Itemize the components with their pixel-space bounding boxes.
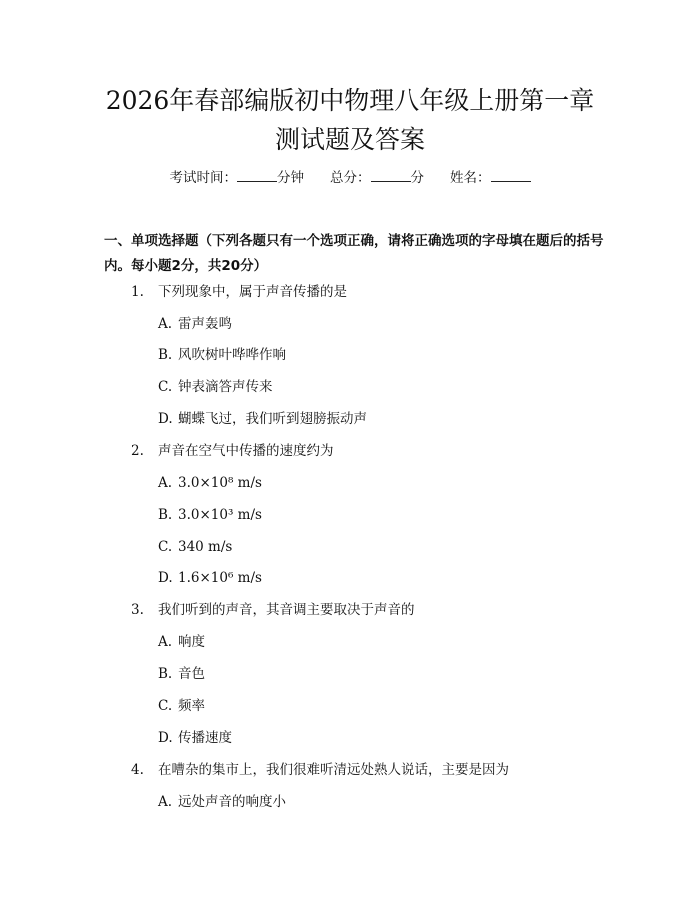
option-letter: A.	[158, 316, 173, 332]
option-letter: C.	[158, 698, 173, 714]
option-3a	[158, 632, 205, 652]
question-number: 3.	[131, 602, 144, 618]
section-heading-single-choice: 一、单项选择题（下列各题只有一个选项正确，请将正确选项的字母填在题后的括号内。每小题2分，共20分）	[104, 233, 604, 274]
question-number: 1.	[131, 284, 144, 300]
option-letter: B.	[158, 666, 173, 682]
question-4	[131, 760, 509, 780]
option-letter: B.	[158, 507, 173, 523]
option-text: 传播速度	[178, 730, 232, 746]
option-letter: A.	[158, 475, 173, 491]
option-text: 3.0×10³ m/s	[178, 507, 262, 523]
student-name-label: 姓名：	[450, 170, 491, 186]
question-text: 下列现象中，属于声音传播的是	[158, 284, 347, 300]
total-score-blank	[371, 168, 411, 182]
option-letter: D.	[158, 730, 173, 746]
option-text: 雷声轰鸣	[178, 316, 232, 332]
question-number: 2.	[131, 443, 144, 459]
option-2b	[158, 505, 262, 525]
exam-time-label: 考试时间：	[169, 170, 237, 186]
option-text: 340 m/s	[178, 539, 233, 555]
option-2c	[158, 537, 232, 557]
option-1d	[158, 409, 367, 429]
option-letter: D.	[158, 411, 173, 427]
option-3b	[158, 664, 205, 684]
question-text: 在嘈杂的集市上，我们很难听清远处熟人说话，主要是因为	[158, 762, 509, 778]
option-4a	[158, 792, 286, 812]
option-text: 音色	[178, 666, 205, 682]
option-1b	[158, 345, 286, 365]
question-text: 我们听到的声音，其音调主要取决于声音的	[158, 602, 415, 618]
document-title-line-2: 测试题及答案	[274, 125, 425, 154]
option-letter: A.	[158, 634, 173, 650]
option-text: 风吹树叶哗哗作响	[178, 347, 286, 363]
option-text: 1.6×10⁶ m/s	[178, 570, 262, 586]
option-3c	[158, 696, 205, 716]
option-letter: C.	[158, 539, 173, 555]
student-name-blank	[491, 168, 531, 182]
option-text: 钟表滴答声传来	[178, 379, 273, 395]
document-title-line-1: 2026年春部编版初中物理八年级上册第一章	[105, 86, 595, 115]
option-letter: D.	[158, 570, 173, 586]
question-1	[131, 282, 347, 302]
option-text: 频率	[178, 698, 205, 714]
option-letter: C.	[158, 379, 173, 395]
total-score-label: 总分：	[330, 170, 371, 186]
question-text: 声音在空气中传播的速度约为	[158, 443, 334, 459]
option-3d	[158, 728, 232, 748]
exam-info-line	[0, 168, 700, 188]
exam-time-unit: 分钟	[277, 170, 304, 186]
option-text: 响度	[178, 634, 205, 650]
option-text: 蝴蝶飞过，我们听到翅膀振动声	[178, 411, 367, 427]
option-text: 远处声音的响度小	[178, 794, 286, 810]
question-2	[131, 441, 334, 461]
option-text: 3.0×10⁸ m/s	[178, 475, 262, 491]
option-letter: B.	[158, 347, 173, 363]
question-number: 4.	[131, 762, 144, 778]
exam-time-blank	[237, 168, 277, 182]
option-1c	[158, 377, 273, 397]
total-score-unit: 分	[410, 170, 424, 186]
option-letter: A.	[158, 794, 173, 810]
option-1a	[158, 314, 232, 334]
option-2a	[158, 473, 262, 493]
question-3	[131, 600, 415, 620]
option-2d	[158, 568, 262, 588]
